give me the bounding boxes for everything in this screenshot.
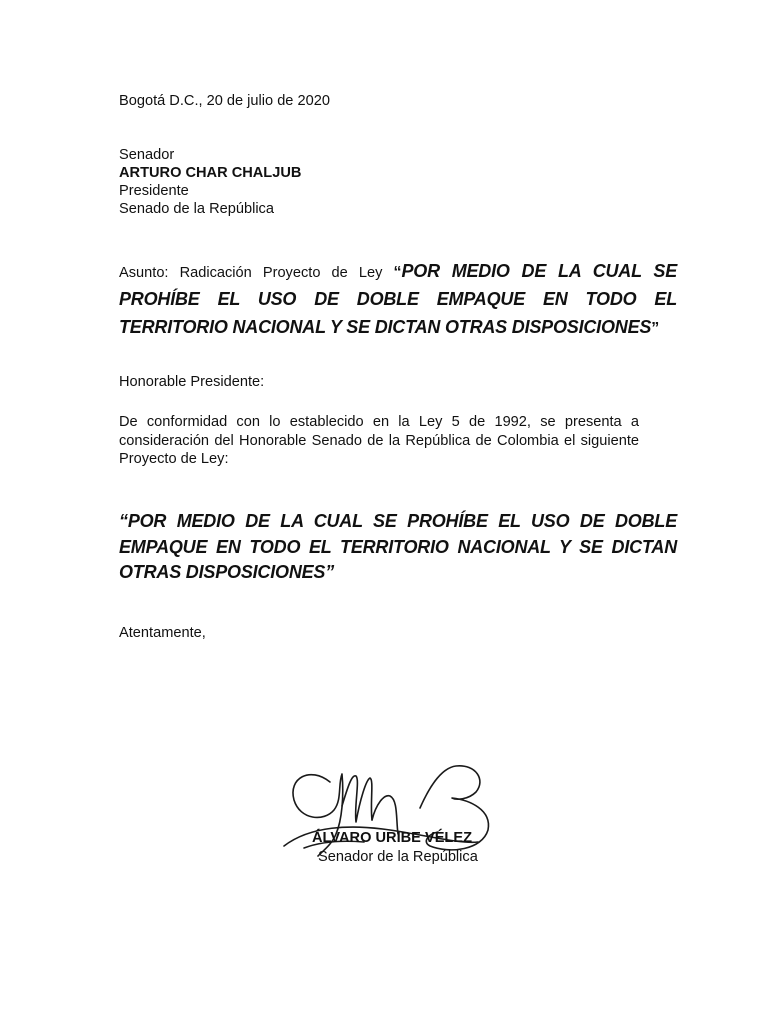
recipient-position: Presidente [119,183,189,199]
recipient-name: ARTURO CHAR CHALJUB [119,165,302,181]
subject-line [119,258,677,342]
subject-title: POR MEDIO DE LA CUAL SE PROHÍBE EL USO DE DOBLE EMPAQUE EN TODO EL TERRITORIO NACIONAL Y SE DICTAN OTRAS DISPOSICIONES [119,261,678,337]
signatory-role: Senador de la República [318,849,478,865]
recipient-title: Senador [119,147,175,163]
bill-title-text: POR MEDIO DE LA CUAL SE PROHÍBE EL USO DE DOBLE EMPAQUE EN TODO EL TERRITORIO NACIONAL Y SE DICTAN OTRAS DISPOSICIONES [119,511,677,582]
closing: Atentamente, [119,625,206,641]
bill-close-quote: ” [325,562,335,582]
subject-label: Asunto: Radicación Proyecto de Ley [119,265,383,281]
body-paragraph: De conformidad con lo establecido en la Ley 5 de 1992, se presenta a consideración del Honorable Senado de la República de Colombia el siguiente Proyecto de Ley: [119,414,639,467]
recipient-institution: Senado de la República [119,201,274,217]
date-line: Bogotá D.C., 20 de julio de 2020 [119,93,330,109]
subject-close-quote: ” [651,320,660,337]
salutation: Honorable Presidente: [119,374,265,390]
subject-open-quote: “ [393,264,402,281]
bill-open-quote: “ [119,511,128,531]
bill-title [119,509,677,586]
signatory-name: ÁLVARO URIBE VÉLEZ [312,830,472,846]
